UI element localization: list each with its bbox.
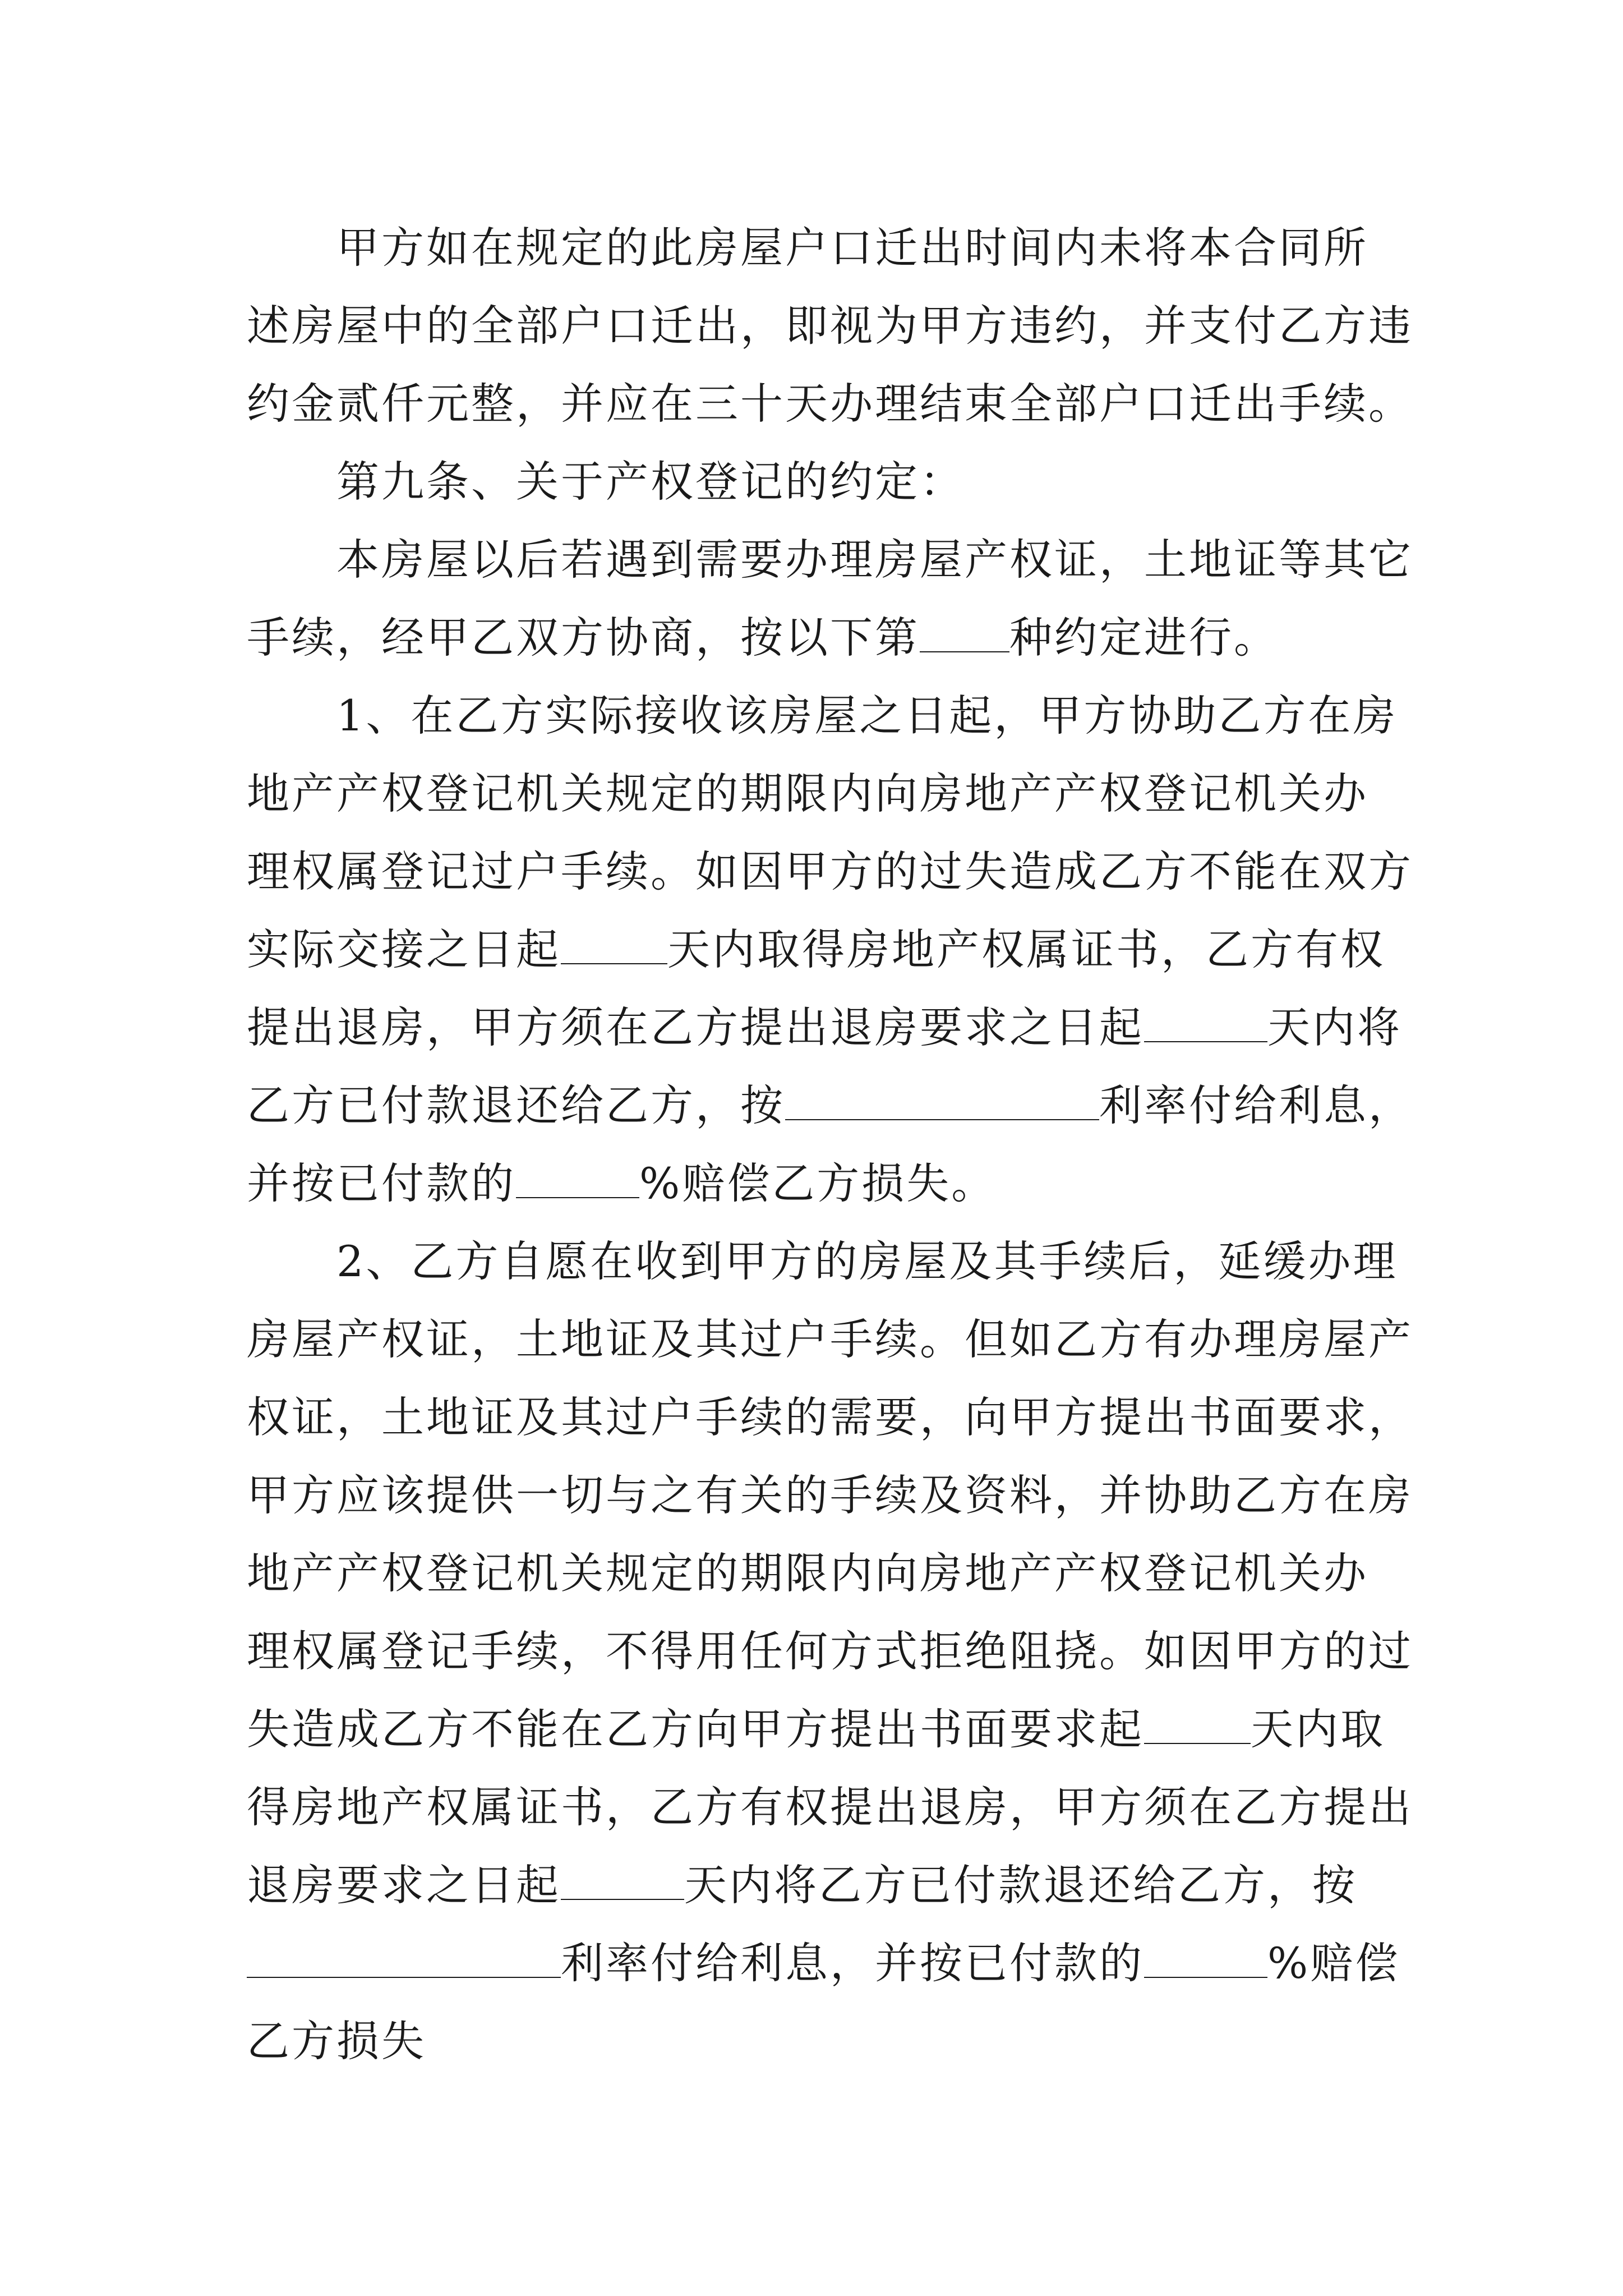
text-segment: %赔偿 <box>1267 1938 1400 1988</box>
text-line <box>247 677 1398 754</box>
text-segment: 种约定进行。 <box>1009 613 1279 662</box>
text-line <box>247 1534 1380 1612</box>
text-segment: 理权属登记过户手续。如因甲方的过失造成乙方不能在双方 <box>247 846 1413 896</box>
text-segment: 约金贰仟元整，并应在三十天办理结束全部户口迁出手续。 <box>247 379 1413 429</box>
fill-blank <box>785 1080 1099 1120</box>
text-segment: 述房屋中的全部户口迁出，即视为甲方违约，并支付乙方违 <box>247 301 1413 351</box>
text-line <box>247 287 1413 365</box>
text-segment: 实际交接之日起 <box>247 924 561 974</box>
text-segment: 退房要求之日起 <box>247 1860 561 1910</box>
text-line <box>247 365 1413 443</box>
fill-blank <box>247 1938 561 1978</box>
text-segment: 乙方已付款退还给乙方，按 <box>247 1080 785 1130</box>
text-segment: 本房屋以后若遇到需要办理房屋产权证，土地证等其它 <box>247 535 1413 585</box>
fill-blank <box>1144 1002 1267 1042</box>
text-line <box>247 1612 1413 1690</box>
text-segment: 利率付给利息，并按已付款的 <box>561 1938 1144 1988</box>
fill-blank <box>1144 1704 1251 1744</box>
fill-blank <box>516 1158 639 1198</box>
text-line <box>247 599 1380 677</box>
contract-body <box>247 209 1413 2080</box>
text-segment: 利率付给利息， <box>1099 1080 1413 1130</box>
text-line <box>247 1144 1380 1222</box>
text-segment: 天内取 <box>1251 1704 1385 1754</box>
text-segment: 权证，土地证及其过户手续的需要，向甲方提出书面要求， <box>247 1392 1413 1442</box>
text-segment: 房屋产权证，土地证及其过户手续。但如乙方有办理房屋产 <box>247 1314 1413 1364</box>
text-line <box>247 1222 1398 1300</box>
text-segment: 地产产权登记机关规定的期限内向房地产产权登记机关办 <box>247 1548 1368 1598</box>
text-line <box>247 832 1413 910</box>
text-line <box>247 988 1402 1066</box>
text-segment: %赔偿乙方损失。 <box>639 1158 997 1208</box>
text-line <box>247 1924 1400 2002</box>
text-segment: 第九条、关于产权登记的约定： <box>247 457 965 507</box>
text-line <box>247 1846 1380 1924</box>
text-line <box>247 521 1413 599</box>
text-segment: 甲方如在规定的此房屋户口迁出时间内未将本合同所 <box>247 223 1368 273</box>
text-line <box>247 1066 1413 1144</box>
text-line <box>247 1690 1385 1768</box>
text-segment: 手续，经甲乙双方协商，按以下第 <box>247 613 920 662</box>
fill-blank <box>561 1860 684 1900</box>
text-segment: 天内将乙方已付款退还给乙方，按 <box>684 1860 1357 1910</box>
fill-blank <box>1144 1938 1267 1978</box>
text-line <box>247 2002 1380 2080</box>
fill-blank <box>561 924 667 964</box>
text-line <box>247 1768 1413 1846</box>
fill-blank <box>920 612 1009 652</box>
text-segment: 天内将 <box>1267 1002 1402 1052</box>
text-segment: 提出退房，甲方须在乙方提出退房要求之日起 <box>247 1002 1144 1052</box>
text-line <box>247 209 1380 287</box>
text-line <box>247 1378 1413 1456</box>
text-segment: 乙方损失 <box>247 2016 426 2066</box>
text-segment: 地产产权登记机关规定的期限内向房地产产权登记机关办 <box>247 769 1368 818</box>
text-segment: 甲方应该提供一切与之有关的手续及资料，并协助乙方在房 <box>247 1470 1413 1520</box>
text-segment: 1、在乙方实际接收该房屋之日起，甲方协助乙方在房 <box>247 691 1398 740</box>
text-segment: 理权属登记手续，不得用任何方式拒绝阻挠。如因甲方的过 <box>247 1626 1413 1676</box>
text-line <box>247 1300 1413 1378</box>
text-segment: 得房地产权属证书，乙方有权提出退房，甲方须在乙方提出 <box>247 1782 1413 1832</box>
text-line <box>247 754 1380 832</box>
text-segment: 天内取得房地产权属证书，乙方有权 <box>667 924 1385 974</box>
text-line <box>247 1456 1413 1534</box>
text-segment: 2、乙方自愿在收到甲方的房屋及其手续后，延缓办理 <box>247 1236 1398 1286</box>
section-heading <box>247 443 1380 521</box>
text-line <box>247 910 1385 988</box>
text-segment: 并按已付款的 <box>247 1158 516 1208</box>
text-segment: 失造成乙方不能在乙方向甲方提出书面要求起 <box>247 1704 1144 1754</box>
